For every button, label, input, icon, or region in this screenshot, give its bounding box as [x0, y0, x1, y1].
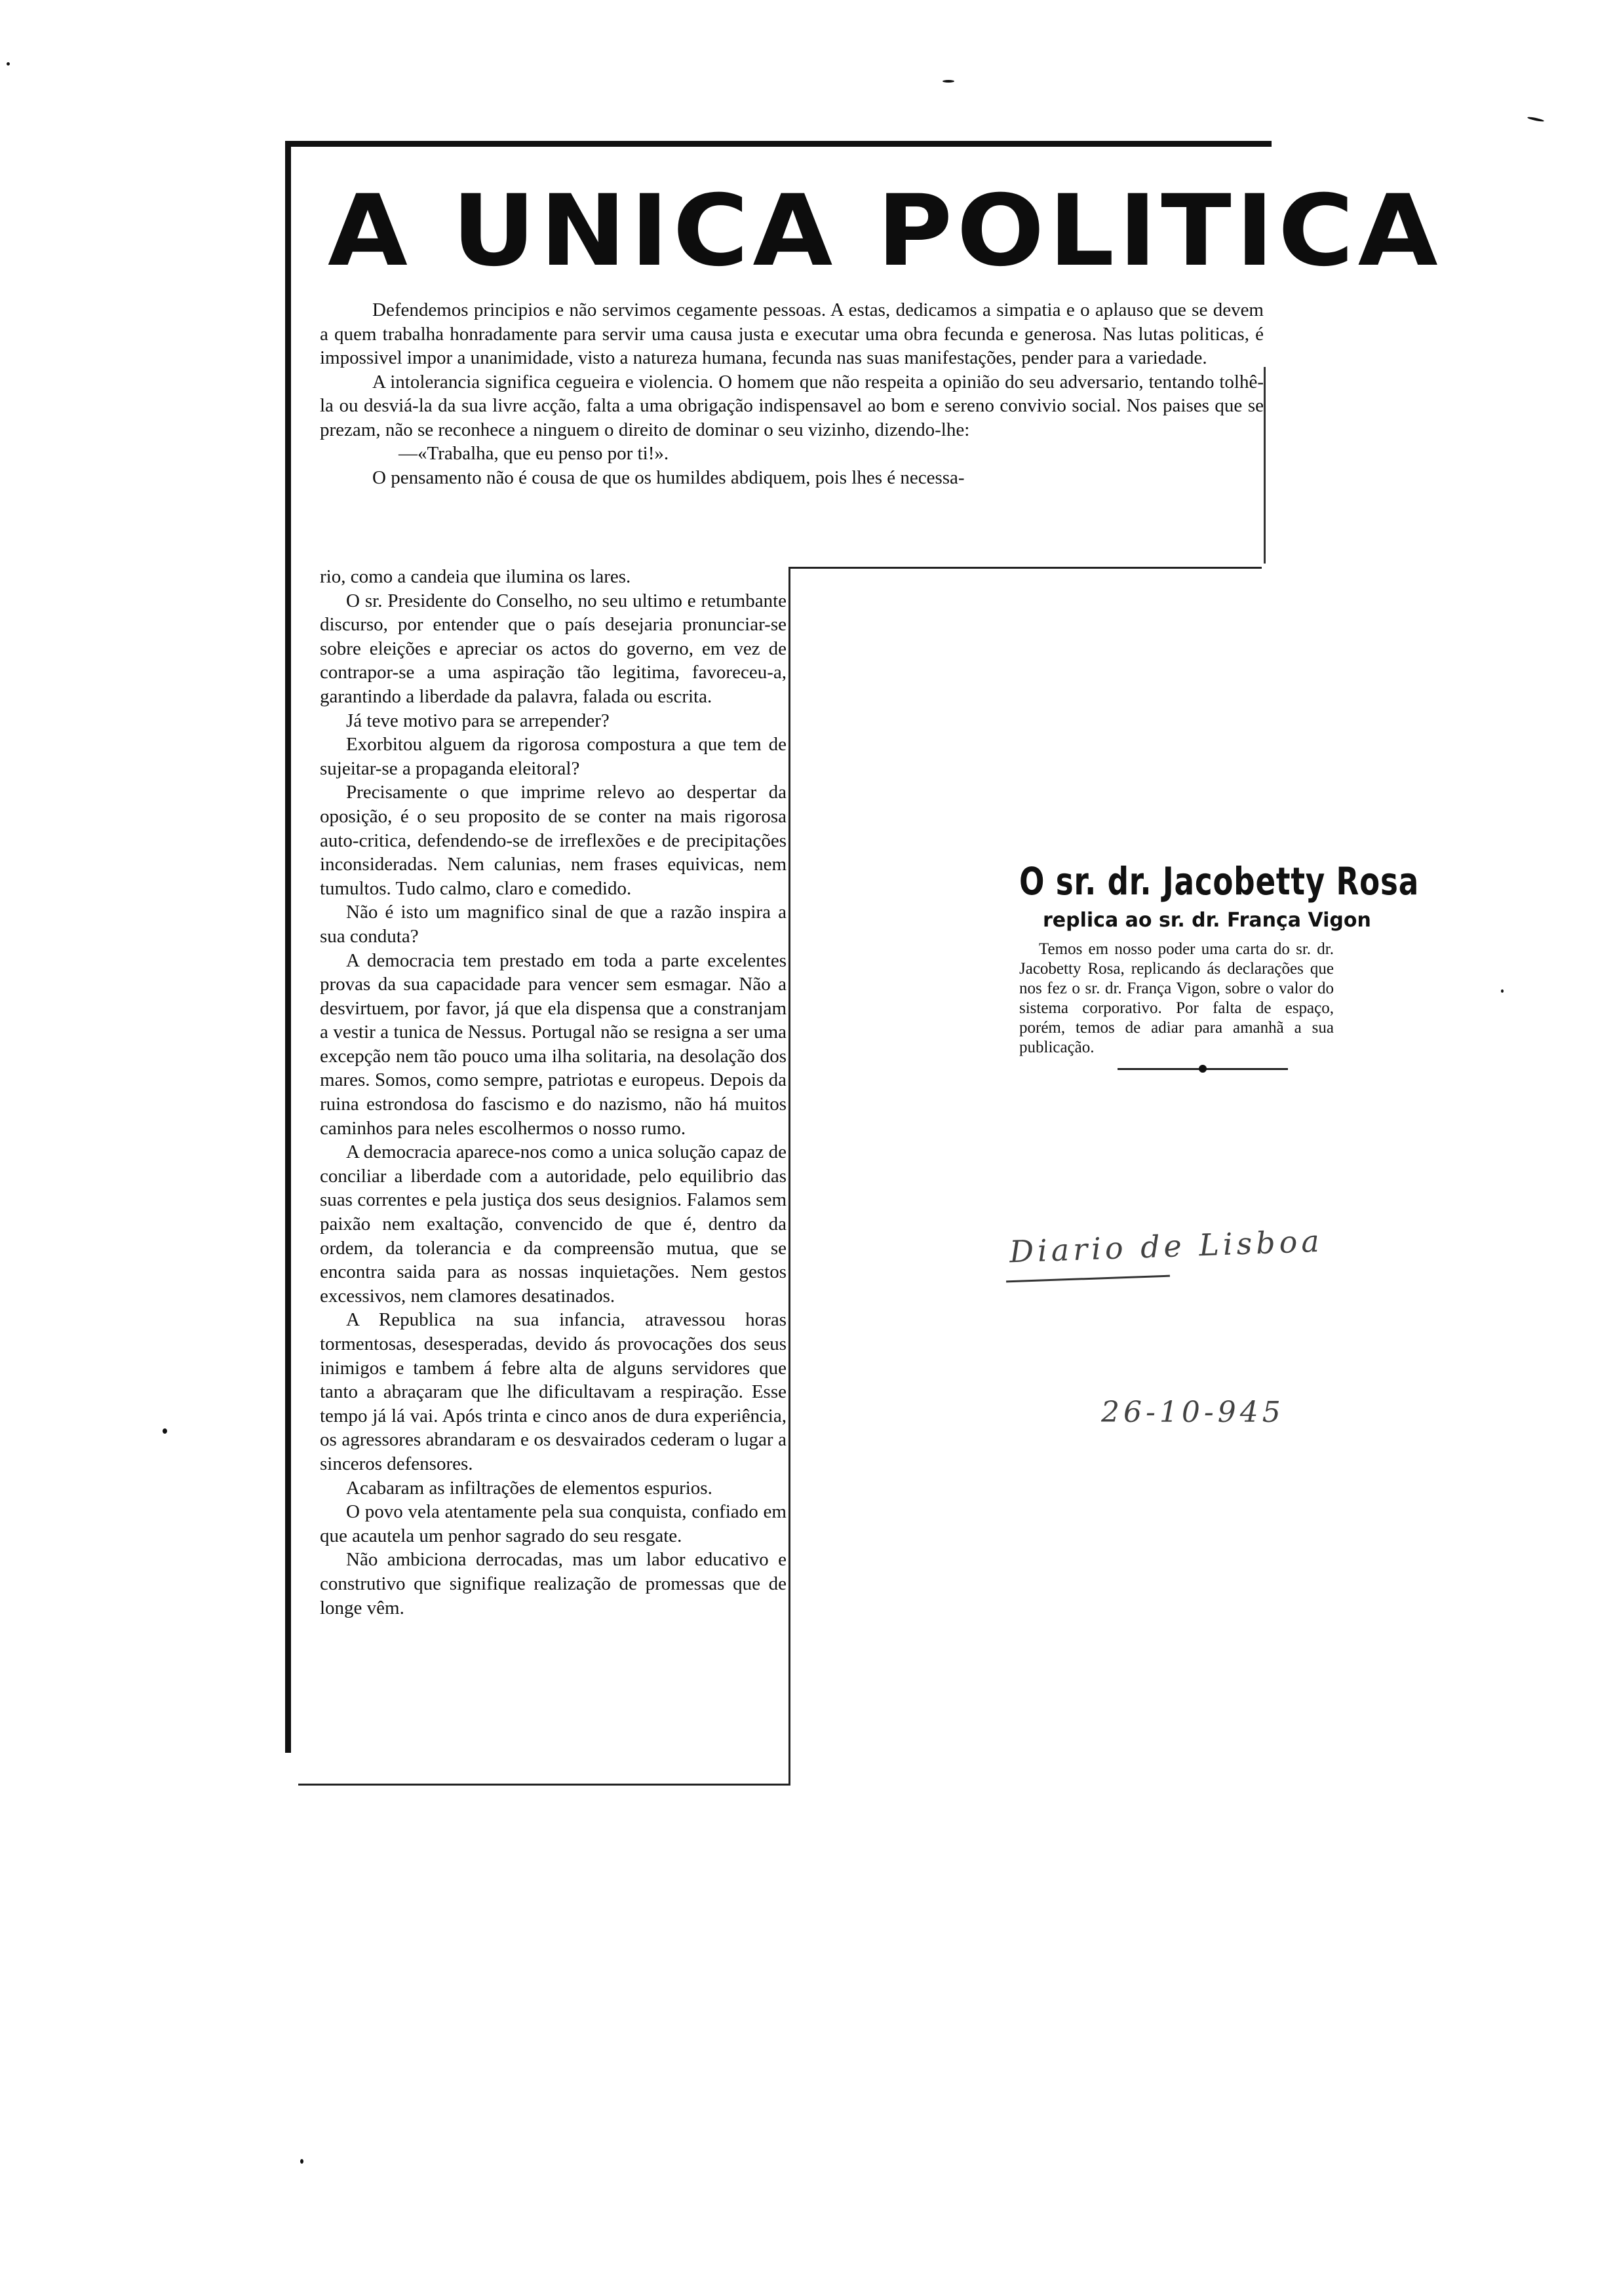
column-paragraph: A democracia aparece-nos como a unica solução capaz de conciliar a liberdade com a autoridade, pelo equilibrio das suas correntes e pela justiça dos seus designios. Falamos sem paixão nem exaltação, convencido de que é, dentro da ordem, da tolerancia e da compreensão mutua, que se encontra saida para as nossas inquietações. Nem gestos excessivos, nem clamores desatinados. [320, 1141, 787, 1307]
article-intro [320, 298, 1264, 489]
intro-right-border [1264, 367, 1266, 564]
scan-speck [7, 62, 10, 66]
handwritten-date: 26-10-945 [1101, 1396, 1285, 1429]
notice-end-rule [1118, 1068, 1288, 1070]
column-paragraph: O sr. Presidente do Conselho, no seu ultimo e retumbante discurso, por entender que o país desejaria pronunciar-se sobre eleições e apreciar os actos do governo, em vez de contrapor-se a uma aspiração tão legitima, favoreceu-a, garantindo a liberdade da palavra, falada ou escrita. [320, 590, 787, 707]
column-divider-rule [790, 567, 1262, 569]
scan-speck [300, 2159, 303, 2164]
article-title: A UNICA POLITICA [328, 174, 1442, 288]
scan-speck [1501, 989, 1504, 993]
handwritten-underline [1006, 1275, 1170, 1283]
intro-paragraph: Defendemos principios e não servimos cegamente pessoas. A estas, dedicamos a simpatia e o aplauso que se devem a quem trabalha honradamente para servir uma causa justa e executar uma obra fecunda e generosa. Nas lutas politicas, é impossivel impor a unanimidade, visto a natureza humana, fecunda nas suas manifestações, pender para a variedade. [320, 299, 1264, 368]
column-right-border [788, 567, 790, 1786]
notice-box [1019, 858, 1420, 1070]
column-paragraph: Acabaram as infiltrações de elementos espurios. [346, 1477, 712, 1499]
scan-speck [1527, 116, 1544, 122]
column-paragraph: O povo vela atentamente pela sua conquista, confiado em que acautela um penhor sagrado do seu resgate. [320, 1501, 787, 1546]
handwritten-publication: Diario de Lisboa [1009, 1223, 1324, 1270]
column-paragraph: Já teve motivo para se arrepender? [346, 710, 610, 731]
column-paragraph: Precisamente o que imprime relevo ao despertar da oposição, é o seu proposito de se conter na mais rigorosa auto-critica, defendendo-se de irreflexões e de precipitações inconsideradas. Nem calunias, nem frases equivicas, nem tumultos. Tudo calmo, claro e comedido. [320, 782, 787, 899]
left-rule [285, 141, 291, 1753]
intro-paragraph: A intolerancia significa cegueira e violencia. O homem que não respeita a opinião do seu adversario, tentando tolhê-la ou desviá-la da sua livre acção, falta a uma obrigação indispensavel ao bom e sereno convivio social. Nos paises que se prezam, não se reconhece a ninguem o direito de dominar o seu vizinho, dizendo-lhe: [320, 371, 1264, 440]
column-paragraph: A democracia tem prestado em toda a parte excelentes provas da sua capacidade para vencer sem esmagar. Não a desvirtuem, por favor, já que ela dispensa que a constranjam a vestir a tunica de Nessus. Portugal não se resigna a ser uma excepção nem tão pouco uma ilha solitaria, na desolação dos mares. Somos, como sempre, patriotas e europeus. Depois da ruina estrondosa do fascismo e do nazismo, não há muitos caminhos para neles escolhermos o nosso rumo. [320, 949, 787, 1139]
column-paragraph: A Republica na sua infancia, atravessou horas tormentosas, desesperadas, devido ás provocações dos seus inimigos e tambem á febre alta de alguns servidores que tanto a abraçaram que lhe dificultavam a respiração. Esse tempo já lá vai. Após trinta e cinco anos de dura experiência, os agressores abrandaram e os desvairados cederam o lugar a sinceros defensores. [320, 1309, 787, 1474]
intro-quote: —«Trabalha, que eu penso por ti!». [399, 443, 669, 464]
column-paragraph: Não ambiciona derrocadas, mas um labor educativo e construtivo que signifique realização de promessas que de longe vêm. [320, 1549, 787, 1618]
column-bottom-rule [298, 1784, 790, 1786]
article-column [320, 565, 787, 1620]
rule-dot [1199, 1065, 1207, 1073]
scan-speck [163, 1428, 167, 1434]
column-paragraph: Não é isto um magnifico sinal de que a razão inspira a sua conduta? [320, 902, 787, 947]
intro-paragraph: O pensamento não é cousa de que os humildes abdiquem, pois lhes é necessa- [372, 467, 965, 488]
scan-speck [943, 80, 954, 83]
top-rule [285, 141, 1272, 147]
notice-subtitle: replica ao sr. dr. França Vigon [1043, 909, 1371, 932]
column-paragraph: rio, como a candeia que ilumina os lares. [320, 566, 631, 587]
column-paragraph: Exorbitou alguem da rigorosa compostura a que tem de sujeitar-se a propaganda eleitoral? [320, 734, 787, 779]
notice-title: O sr. dr. Jacobetty Rosa [1019, 859, 1420, 904]
notice-body: Temos em nosso poder uma carta do sr. dr. Jacobetty Rosa, replicando ás declarações que nos fez o sr. dr. França Vigon, sobre o valor do sistema corporativo. Por falta de espaço, porém, temos de adiar para amanhã a sua publicação. [1019, 940, 1334, 1056]
